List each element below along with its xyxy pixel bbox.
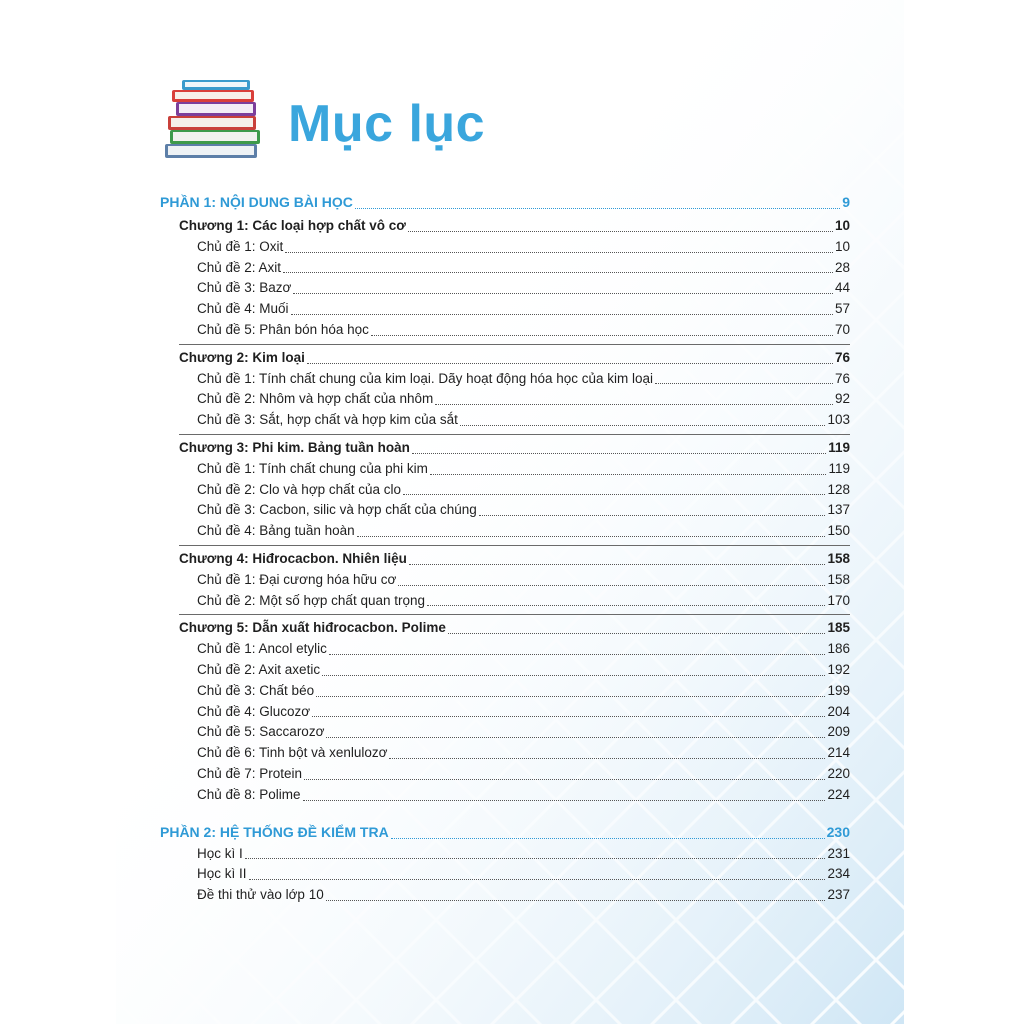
topic-page: 128 <box>827 481 850 497</box>
dot-leader <box>479 514 826 516</box>
chapter-page: 185 <box>827 620 850 636</box>
toc-topic[interactable] <box>160 278 850 299</box>
toc-topic[interactable] <box>160 785 850 806</box>
toc-chapter-4[interactable] <box>160 549 850 570</box>
topic-page: 103 <box>827 412 850 428</box>
dot-leader <box>435 403 833 405</box>
toc-chapter-5[interactable] <box>160 618 850 639</box>
topic-label: Chủ đề 1: Đại cương hóa hữu cơ <box>197 571 397 587</box>
dot-leader <box>249 878 826 880</box>
part-page: 230 <box>826 823 850 840</box>
topic-label: Chủ đề 8: Polime <box>197 786 301 802</box>
topic-label: Chủ đề 1: Oxit <box>197 238 284 254</box>
chapter-label: Chương 5: Dẫn xuất hiđrocacbon. Polime <box>179 620 446 636</box>
toc-topic[interactable] <box>160 320 850 341</box>
toc-topic[interactable] <box>160 660 850 681</box>
toc-chapter-1[interactable] <box>160 216 850 237</box>
topic-page: 170 <box>827 592 850 608</box>
toc-topic[interactable] <box>160 237 850 258</box>
topic-page: 231 <box>827 845 850 861</box>
toc-topic[interactable] <box>160 570 850 591</box>
topic-page: 44 <box>834 280 850 296</box>
part-label: PHẦN 1: NỘI DUNG BÀI HỌC <box>160 194 353 210</box>
topic-label: Chủ đề 3: Chất béo <box>197 682 315 698</box>
topic-page: 76 <box>834 370 850 386</box>
topic-page: 237 <box>827 887 850 903</box>
dot-leader <box>448 632 826 634</box>
topic-label: Chủ đề 4: Muối <box>197 301 289 317</box>
chapter-divider <box>179 344 850 345</box>
topic-page: 204 <box>827 703 850 719</box>
toc-topic[interactable] <box>160 299 850 320</box>
dot-leader <box>316 695 825 697</box>
dot-leader <box>329 653 826 655</box>
topic-label: Học kì I <box>197 845 243 861</box>
dot-leader <box>357 535 826 537</box>
topic-label: Chủ đề 4: Bảng tuần hoàn <box>197 523 355 539</box>
topic-label: Chủ đề 5: Phân bón hóa học <box>197 321 369 337</box>
toc-topic[interactable] <box>160 410 850 431</box>
dot-leader <box>285 251 833 253</box>
topic-label: Chủ đề 3: Sắt, hợp chất và hợp kim của sắt <box>197 412 458 428</box>
toc-topic[interactable] <box>160 521 850 542</box>
dot-leader <box>427 604 825 606</box>
topic-label: Chủ đề 6: Tinh bột và xenlulozơ <box>197 745 388 761</box>
chapter-divider <box>179 545 850 546</box>
dot-leader <box>303 799 826 801</box>
part-page: 9 <box>842 194 850 210</box>
topic-page: 199 <box>827 682 850 698</box>
chapter-label: Chương 1: Các loại hợp chất vô cơ <box>179 218 406 233</box>
dot-leader <box>430 473 827 475</box>
topic-page: 234 <box>827 866 850 882</box>
topic-label: Chủ đề 3: Cacbon, silic và hợp chất của chúng <box>197 502 477 518</box>
dot-leader <box>409 563 826 565</box>
part-label: PHẦN 2: HỆ THỐNG ĐỀ KIỂM TRA <box>160 823 389 840</box>
topic-label: Chủ đề 4: Glucozơ <box>197 703 311 719</box>
topic-page: 57 <box>834 301 850 317</box>
toc-topic[interactable] <box>160 864 850 885</box>
topic-label: Chủ đề 2: Clo và hợp chất của clo <box>197 481 401 497</box>
toc-page <box>116 0 904 1024</box>
dot-leader <box>245 857 826 859</box>
topic-label: Chủ đề 2: Một số hợp chất quan trọng <box>197 592 425 608</box>
topic-label: Học kì II <box>197 866 247 882</box>
dot-leader <box>371 334 833 336</box>
dot-leader <box>403 493 825 495</box>
chapter-label: Chương 4: Hiđrocacbon. Nhiên liệu <box>179 550 407 566</box>
toc-topic[interactable] <box>160 500 850 521</box>
toc-topic[interactable] <box>160 702 850 723</box>
topic-label: Chủ đề 1: Ancol etylic <box>197 641 327 657</box>
topic-page: 186 <box>827 641 850 657</box>
toc-topic[interactable] <box>160 369 850 390</box>
toc-topic[interactable] <box>160 459 850 480</box>
topic-page: 192 <box>827 661 850 677</box>
topic-label: Đề thi thử vào lớp 10 <box>197 887 324 903</box>
table-of-contents <box>160 190 850 906</box>
topic-page: 119 <box>828 460 850 476</box>
topic-label: Chủ đề 2: Nhôm và hợp chất của nhôm <box>197 391 434 407</box>
topic-page: 28 <box>834 259 850 275</box>
dot-leader <box>655 382 833 384</box>
chapter-divider <box>179 614 850 615</box>
topic-page: 137 <box>827 502 850 518</box>
chapter-label: Chương 3: Phi kim. Bảng tuần hoàn <box>179 439 410 455</box>
dot-leader <box>312 715 825 717</box>
topic-label: Chủ đề 2: Axit axetic <box>197 661 321 677</box>
toc-topic[interactable] <box>160 258 850 279</box>
topic-page: 209 <box>827 724 850 740</box>
topic-page: 92 <box>834 391 850 407</box>
toc-topic[interactable] <box>160 681 850 702</box>
page-title: Mục lục <box>288 95 486 153</box>
topic-page: 220 <box>827 765 850 781</box>
dot-leader <box>389 757 825 759</box>
toc-topic[interactable] <box>160 722 850 743</box>
chapter-page: 119 <box>828 439 850 455</box>
topic-label: Chủ đề 2: Axit <box>197 259 282 275</box>
toc-chapter-2[interactable] <box>160 348 850 369</box>
dot-leader <box>412 452 826 454</box>
dot-leader <box>307 362 833 364</box>
toc-topic[interactable] <box>160 743 850 764</box>
topic-page: 70 <box>834 321 850 337</box>
dot-leader <box>460 424 826 426</box>
toc-part-1[interactable] <box>160 190 850 214</box>
topic-page: 158 <box>827 571 850 587</box>
topic-page: 150 <box>827 523 850 539</box>
topic-page: 10 <box>834 238 850 254</box>
topic-label: Chủ đề 1: Tính chất chung của kim loại. Dãy hoạt động hóa học của kim loại <box>197 370 654 386</box>
toc-topic[interactable] <box>160 885 850 906</box>
toc-part-2[interactable] <box>160 820 850 844</box>
chapter-page: 10 <box>834 218 850 233</box>
stack-of-books-icon <box>160 78 276 168</box>
topic-label: Chủ đề 5: Saccarozơ <box>197 724 325 740</box>
chapter-label: Chương 2: Kim loại <box>179 349 305 365</box>
toc-topic[interactable] <box>160 389 850 410</box>
dot-leader <box>391 837 825 839</box>
dot-leader <box>283 271 833 273</box>
dot-leader <box>291 313 833 315</box>
chapter-page: 76 <box>834 349 850 365</box>
dot-leader <box>322 674 825 676</box>
chapter-page: 158 <box>827 550 850 566</box>
toc-topic[interactable] <box>160 764 850 785</box>
dot-leader <box>326 736 825 738</box>
dot-leader <box>408 230 833 232</box>
dot-leader <box>326 899 826 901</box>
dot-leader <box>355 207 840 209</box>
chapter-divider <box>179 434 850 435</box>
toc-topic[interactable] <box>160 480 850 501</box>
dot-leader <box>398 584 825 586</box>
topic-page: 214 <box>827 745 850 761</box>
topic-page: 224 <box>827 786 850 802</box>
toc-topic[interactable] <box>160 844 850 865</box>
toc-topic[interactable] <box>160 591 850 612</box>
dot-leader <box>293 292 833 294</box>
topic-label: Chủ đề 7: Protein <box>197 765 303 781</box>
toc-chapter-3[interactable] <box>160 438 850 459</box>
topic-label: Chủ đề 1: Tính chất chung của phi kim <box>197 460 428 476</box>
topic-label: Chủ đề 3: Bazơ <box>197 280 292 296</box>
toc-topic[interactable] <box>160 639 850 660</box>
dot-leader <box>304 778 825 780</box>
